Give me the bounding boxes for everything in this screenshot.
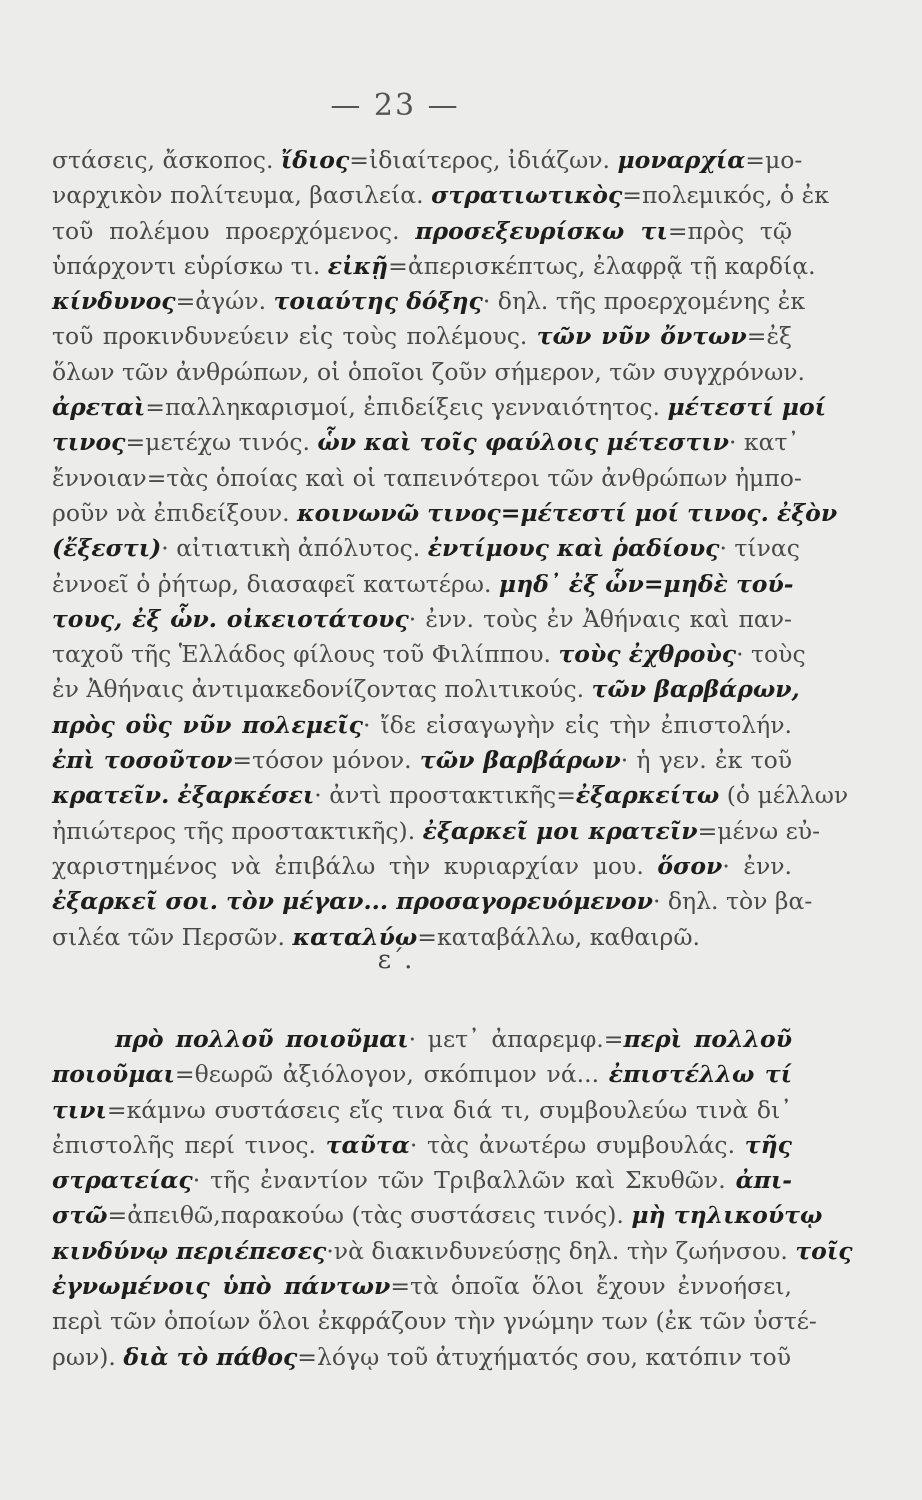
gloss-text: =τόσον μόνον. xyxy=(232,746,420,775)
glossed-term: ἐπιστέλλω τί xyxy=(608,1060,792,1089)
text-line xyxy=(52,1340,792,1375)
gloss-text: =παλληκαρισμοί, ἐπιδείξεις γενναιότητος. xyxy=(145,393,668,422)
glossed-term: τους, ἐξ ὧν. οἰκειοτάτους xyxy=(52,604,409,633)
gloss-text: ἠπιώτερος τῆς προστακτικῆς). xyxy=(52,816,423,845)
glossed-term: ὧν καὶ τοῖς φαύλοις μέτεστιν xyxy=(317,428,729,457)
gloss-text: τοῦ προκινδυνεύειν εἰς τοὺς πολέμους. xyxy=(52,322,537,351)
glossed-term: στῶ xyxy=(52,1201,108,1230)
glossed-term: ἴδιος xyxy=(280,146,350,174)
gloss-text: =θεωρῶ ἀξιόλογον, σκόπιμον νά... xyxy=(174,1060,609,1089)
glossed-term: μηδ᾽ ἐξ ὧν=μηδὲ τού- xyxy=(498,569,794,598)
glossed-term: ἐξαρκείτω xyxy=(575,781,720,810)
glossed-term: πρὸ πολλοῦ ποιοῦμαι xyxy=(115,1025,409,1053)
text-line xyxy=(52,425,800,460)
text-line xyxy=(52,849,792,884)
glossed-term: μὴ τηλικούτῳ xyxy=(631,1201,823,1230)
glossed-term: τοῖς xyxy=(795,1236,853,1265)
gloss-text: ταχοῦ τῆς Ἑλλάδος φίλους τοῦ Φιλίππου. xyxy=(52,640,559,669)
text-line xyxy=(52,602,792,637)
glossed-term: περὶ πολλοῦ xyxy=(623,1025,793,1053)
text-line xyxy=(52,496,838,531)
gloss-text: ροῦν νὰ ἐπιδείξουν. xyxy=(52,498,298,527)
glossed-term: κινδύνῳ περιέπεσες xyxy=(52,1236,327,1265)
glossed-term: τῶν νῦν ὄντων xyxy=(536,322,747,351)
gloss-text: · δηλ. τῆς προερχομένης ἐκ xyxy=(482,287,806,316)
glossed-term: στρατιωτικὸς xyxy=(431,181,623,210)
text-line xyxy=(52,672,800,707)
gloss-text: =καταβάλλω, καθαιρῶ. xyxy=(417,922,700,951)
text-line xyxy=(52,778,849,813)
glossed-term: μέτεστί μοί xyxy=(667,393,826,422)
gloss-text: · τίνας xyxy=(719,534,800,563)
glossed-term: ἐξαρκεῖ μοι κρατεῖν xyxy=(422,816,698,845)
gloss-text: =τὰ ὁποῖα ὅλοι ἔχουν ἐννοήσει, xyxy=(390,1272,792,1301)
text-line xyxy=(52,708,792,743)
text-line xyxy=(52,178,829,213)
glossed-term: μοναρχία xyxy=(617,146,746,174)
gloss-text: χαριστημένος νὰ ἐπιβάλω τὴν κυριαρχίαν μου. xyxy=(52,851,658,880)
text-line xyxy=(52,637,806,672)
glossed-term: στρατείας xyxy=(52,1166,193,1195)
text-line xyxy=(52,355,805,390)
gloss-text: περὶ τῶν ὁποίων ὅλοι ἐκφράζουν τὴν γνώμην των (ἐκ τῶν ὑστέ- xyxy=(52,1307,817,1336)
gloss-text: =ἀπειθῶ,παρακούω (τὰς συστάσεις τινός). xyxy=(107,1201,632,1230)
text-line xyxy=(52,319,792,354)
text-line xyxy=(52,1269,792,1304)
text-line xyxy=(52,814,821,849)
gloss-text: · μετ᾽ ἀπαρεμφ.= xyxy=(408,1025,624,1053)
section-heading: ε΄. xyxy=(377,945,413,975)
glossed-term: ἐπὶ τοσοῦτον xyxy=(52,746,233,775)
gloss-text: ναρχικὸν πολίτευμα, βασιλεία. xyxy=(52,181,432,210)
text-line xyxy=(52,1128,792,1163)
glossed-term: ἐξαρκεῖ σοι. τὸν μέγαν... προσαγορευόμενον xyxy=(52,887,653,916)
gloss-text: ὑπάρχοντι εὑρίσκω τι. xyxy=(52,251,328,280)
page-number: — 23 — xyxy=(330,88,460,123)
glossed-term: τοὺς ἐχθροὺς xyxy=(558,640,737,669)
gloss-text: ἐν Ἀθήναις ἀντιμακεδονίζοντας πολιτικούς. xyxy=(52,675,592,704)
glossed-term: τινι xyxy=(52,1095,107,1124)
gloss-text: ἔννοιαν=τὰς ὁποίας καὶ οἱ ταπεινότεροι τῶν ἀνθρώπων ἠμπο- xyxy=(52,463,802,492)
text-line xyxy=(52,884,813,919)
glossed-term: ἐντίμους καὶ ῥαδίους xyxy=(427,534,720,563)
gloss-text: =πολεμικός, ὁ ἐκ xyxy=(622,181,829,210)
gloss-text: =ἰδιαίτερος, ἰδιάζων. xyxy=(349,146,618,174)
gloss-text: ρων). xyxy=(52,1342,124,1371)
text-line xyxy=(52,249,816,284)
text-line xyxy=(52,214,792,249)
gloss-text: στάσεις, ἄσκοπος. xyxy=(52,146,281,174)
text-line xyxy=(52,1198,823,1233)
gloss-text: · τῆς ἐναντίον τῶν Τριβαλλῶν καὶ Σκυθῶν. xyxy=(192,1166,736,1195)
text-line xyxy=(52,390,826,425)
text-line xyxy=(52,1304,817,1339)
gloss-text: · τὰς ἀνωτέρω συμβουλάς. xyxy=(409,1130,745,1159)
gloss-text: · δηλ. τὸν βα- xyxy=(652,887,813,916)
text-line xyxy=(52,531,800,566)
gloss-text: · κατ᾽ xyxy=(728,428,800,457)
glossed-term: ἐγνωμένοις ὑπὸ πάντων xyxy=(52,1272,391,1301)
gloss-text: τοῦ πολέμου προερχόμενος. xyxy=(52,216,416,245)
text-line xyxy=(52,143,803,178)
glossed-term: κρατεῖν. ἐξαρκέσει xyxy=(52,781,315,810)
gloss-text: =λόγῳ τοῦ ἀτυχήματός σου, κατόπιν τοῦ xyxy=(297,1342,791,1371)
gloss-text: · ἐνν. τοὺς ἐν Ἀθήναις καὶ παν- xyxy=(408,604,792,633)
gloss-text: =ἀγών. xyxy=(175,287,274,316)
gloss-text: · τοὺς xyxy=(736,640,806,669)
text-line xyxy=(52,743,792,778)
gloss-text: ·νὰ διακινδυνεύσῃς δηλ. τὴν ζωήνσου. xyxy=(326,1236,796,1265)
text-line xyxy=(52,461,802,496)
glossed-term: ἀρεταὶ xyxy=(52,393,146,422)
gloss-text: =πρὸς τῷ xyxy=(667,216,792,245)
commentary-block-1 xyxy=(52,143,849,955)
glossed-term: καταλύω xyxy=(292,922,418,951)
glossed-term: ποιοῦμαι xyxy=(52,1060,175,1089)
glossed-term: προσεξευρίσκω τι xyxy=(415,216,668,245)
gloss-text: =μένω εὐ- xyxy=(697,816,821,845)
text-line xyxy=(52,1022,792,1057)
glossed-term: ταῦτα xyxy=(325,1130,410,1159)
gloss-text: · ἐνν. xyxy=(722,851,792,880)
glossed-term: κοινωνῶ τινος=μέτεστί μοί τινος. ἐξὸν xyxy=(297,498,838,527)
gloss-text: (ὁ μέλλων xyxy=(719,781,849,810)
gloss-text: · ἀντὶ προστακτικῆς= xyxy=(314,781,576,810)
commentary-block-2 xyxy=(52,1022,853,1375)
glossed-term: τῆς xyxy=(744,1130,792,1159)
text-line xyxy=(52,1234,853,1269)
gloss-text: σιλέα τῶν Περσῶν. xyxy=(52,922,293,951)
glossed-term: εἰκῇ xyxy=(327,251,389,280)
glossed-term: τινος xyxy=(52,428,126,457)
gloss-text: =μετέχω τινός. xyxy=(125,428,318,457)
gloss-text: ἐπιστολῆς περί τινος. xyxy=(52,1130,326,1159)
glossed-term: κίνδυνος xyxy=(52,287,176,316)
gloss-text: · ἡ γεν. ἐκ τοῦ xyxy=(620,746,793,775)
text-line xyxy=(52,1163,792,1198)
gloss-text: =ἐξ xyxy=(746,322,792,351)
text-line xyxy=(52,284,806,319)
gloss-text: ἐννοεῖ ὁ ῥήτωρ, διασαφεῖ κατωτέρω. xyxy=(52,569,499,598)
glossed-term: πρὸς οὓς νῦν πολεμεῖς xyxy=(52,710,363,739)
gloss-text: · αἰτιατικὴ ἀπόλυτος. xyxy=(161,534,428,563)
glossed-term: ὅσον xyxy=(657,851,723,880)
text-line xyxy=(52,567,792,602)
gloss-text: · ἴδε εἰσαγωγὴν εἰς τὴν ἐπιστολήν. xyxy=(362,710,792,739)
text-line xyxy=(52,1093,792,1128)
gloss-text: ὅλων τῶν ἀνθρώπων, οἱ ὁποῖοι ζοῦν σήμερον, τῶν συγχρόνων. xyxy=(52,357,805,386)
glossed-term: ἀπι- xyxy=(735,1166,792,1195)
glossed-term: διὰ τὸ πάθος xyxy=(123,1342,298,1371)
text-line xyxy=(52,1057,792,1092)
glossed-term: τῶν βαρβάρων xyxy=(419,746,621,775)
glossed-term: τοιαύτης δόξης xyxy=(273,287,483,316)
glossed-term: (ἔξεστι) xyxy=(52,534,162,563)
gloss-text: =κάμνω συστάσεις εἴς τινα διά τι, συμβουλεύω τινὰ δι᾽ xyxy=(106,1095,792,1124)
glossed-term: τῶν βαρβάρων, xyxy=(591,675,800,704)
gloss-text: =μο- xyxy=(745,146,803,174)
gloss-text: =ἀπερισκέπτως, ἐλαφρᾷ τῇ καρδίᾳ. xyxy=(388,251,816,280)
